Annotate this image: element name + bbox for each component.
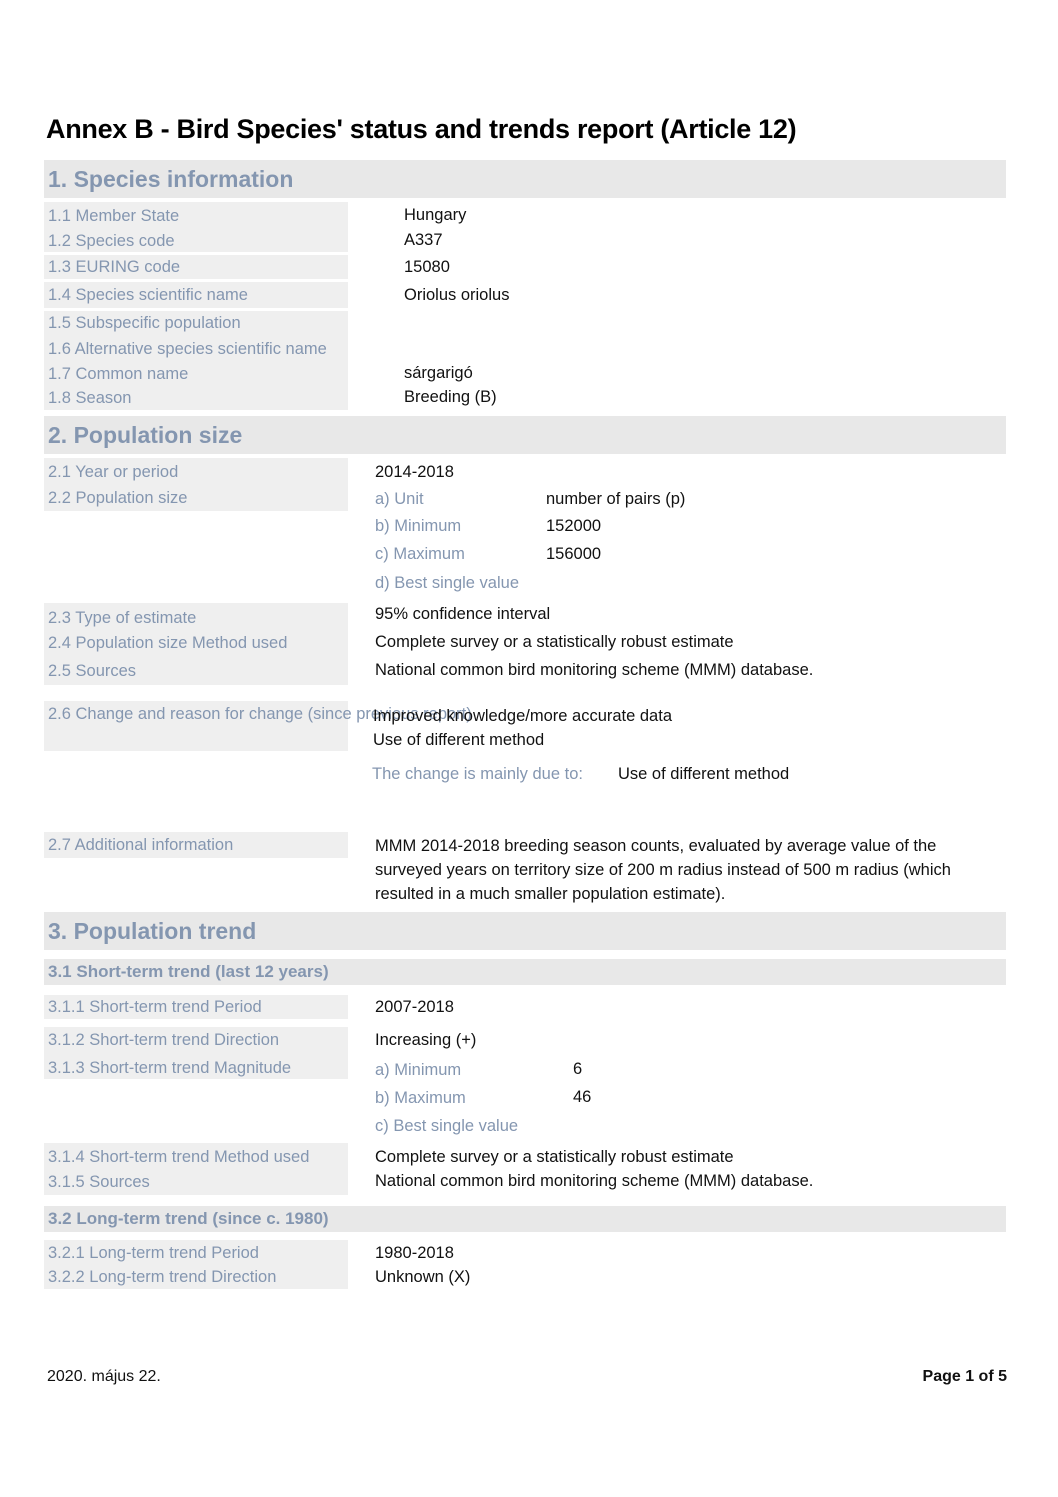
label-box bbox=[44, 458, 348, 511]
minimum-key: b) Minimum bbox=[375, 517, 462, 535]
maximum-key: c) Maximum bbox=[375, 545, 465, 563]
alt-name-label: 1.6 Alternative species scientific name bbox=[48, 340, 327, 358]
label-box bbox=[44, 1027, 348, 1079]
unit-value: number of pairs (p) bbox=[546, 490, 686, 508]
maximum-value: 156000 bbox=[546, 545, 602, 563]
label-box bbox=[44, 282, 348, 308]
label-box bbox=[44, 603, 348, 685]
st-sources-label: 3.1.5 Sources bbox=[48, 1173, 150, 1191]
st-direction-value: Increasing (+) bbox=[375, 1031, 477, 1049]
common-name-value: sárgarigó bbox=[404, 364, 473, 382]
label-box bbox=[44, 255, 348, 279]
additional-label: 2.7 Additional information bbox=[48, 836, 234, 854]
species-code-label: 1.2 Species code bbox=[48, 232, 175, 250]
sci-name-value: Oriolus oriolus bbox=[404, 286, 510, 304]
label-box bbox=[44, 1240, 348, 1289]
st-period-value: 2007-2018 bbox=[375, 998, 454, 1016]
lt-direction-value: Unknown (X) bbox=[375, 1268, 471, 1286]
st-maximum-value: 46 bbox=[573, 1088, 592, 1106]
section-1-title: 1. Species information bbox=[48, 166, 294, 192]
euring-value: 15080 bbox=[404, 258, 450, 276]
label-box bbox=[44, 202, 348, 252]
change-reason-1: Improved knowledge/more accurate data bbox=[373, 707, 672, 725]
member-state-value: Hungary bbox=[404, 206, 467, 224]
short-term-header bbox=[44, 959, 1006, 985]
method-value: Complete survey or a statistically robust estimate bbox=[375, 633, 734, 651]
sci-name-label: 1.4 Species scientific name bbox=[48, 286, 248, 304]
st-best-value-key: c) Best single value bbox=[375, 1117, 519, 1135]
short-term-title: 3.1 Short-term trend (last 12 years) bbox=[48, 962, 329, 981]
section-2-header bbox=[44, 416, 1006, 454]
member-state-label: 1.1 Member State bbox=[48, 207, 180, 225]
sources-value: National common bird monitoring scheme (MMM) database. bbox=[375, 661, 814, 679]
lt-period-value: 1980-2018 bbox=[375, 1244, 454, 1262]
section-2-title: 2. Population size bbox=[48, 422, 243, 448]
section-3-header bbox=[44, 912, 1006, 950]
label-box bbox=[44, 311, 348, 410]
st-minimum-value: 6 bbox=[573, 1060, 583, 1078]
mainly-due-value: Use of different method bbox=[618, 765, 790, 783]
st-method-value: Complete survey or a statistically robust estimate bbox=[375, 1148, 734, 1166]
additional-value: MMM 2014-2018 breeding season counts, evaluated by average value of the surveyed years on territory size of 200 m radius instead of 500 m radius (which resulted in a much smaller population estimate). bbox=[375, 837, 951, 903]
long-term-title: 3.2 Long-term trend (since c. 1980) bbox=[48, 1209, 329, 1228]
euring-label: 1.3 EURING code bbox=[48, 258, 181, 276]
st-sources-value: National common bird monitoring scheme (MMM) database. bbox=[375, 1172, 814, 1190]
footer-date: 2020. május 22. bbox=[47, 1368, 161, 1385]
type-value: 95% confidence interval bbox=[375, 605, 551, 623]
page-number: Page 1 of 5 bbox=[922, 1368, 1007, 1385]
common-name-label: 1.7 Common name bbox=[48, 365, 189, 383]
season-value: Breeding (B) bbox=[404, 388, 497, 406]
label-box bbox=[44, 1143, 348, 1195]
minimum-value: 152000 bbox=[546, 517, 602, 535]
page-title: Annex B - Bird Species' status and trends report (Article 12) bbox=[46, 114, 797, 144]
type-label: 2.3 Type of estimate bbox=[48, 609, 197, 627]
change-reason-2: Use of different method bbox=[373, 731, 545, 749]
unit-key: a) Unit bbox=[375, 490, 424, 508]
mainly-due-key: The change is mainly due to: bbox=[372, 765, 583, 783]
subspecific-label: 1.5 Subspecific population bbox=[48, 314, 241, 332]
best-value-key: d) Best single value bbox=[375, 574, 519, 592]
st-method-label: 3.1.4 Short-term trend Method used bbox=[48, 1148, 310, 1166]
population-size-label: 2.2 Population size bbox=[48, 489, 188, 507]
st-magnitude-label: 3.1.3 Short-term trend Magnitude bbox=[48, 1059, 292, 1077]
st-maximum-key: b) Maximum bbox=[375, 1089, 466, 1107]
year-label: 2.1 Year or period bbox=[48, 463, 179, 481]
st-period-label: 3.1.1 Short-term trend Period bbox=[48, 998, 262, 1016]
st-minimum-key: a) Minimum bbox=[375, 1061, 462, 1079]
species-code-value: A337 bbox=[404, 231, 443, 249]
long-term-header bbox=[44, 1206, 1006, 1232]
change-label: 2.6 Change and reason for change (since previous report) bbox=[48, 705, 472, 723]
st-direction-label: 3.1.2 Short-term trend Direction bbox=[48, 1031, 280, 1049]
year-value: 2014-2018 bbox=[375, 463, 454, 481]
lt-direction-label: 3.2.2 Long-term trend Direction bbox=[48, 1268, 277, 1286]
label-box bbox=[44, 832, 348, 858]
season-label: 1.8 Season bbox=[48, 389, 132, 407]
sources-label: 2.5 Sources bbox=[48, 662, 137, 680]
lt-period-label: 3.2.1 Long-term trend Period bbox=[48, 1244, 259, 1262]
method-label: 2.4 Population size Method used bbox=[48, 634, 288, 652]
label-box bbox=[44, 995, 348, 1019]
section-1-header bbox=[44, 160, 1006, 198]
section-3-title: 3. Population trend bbox=[48, 918, 257, 944]
